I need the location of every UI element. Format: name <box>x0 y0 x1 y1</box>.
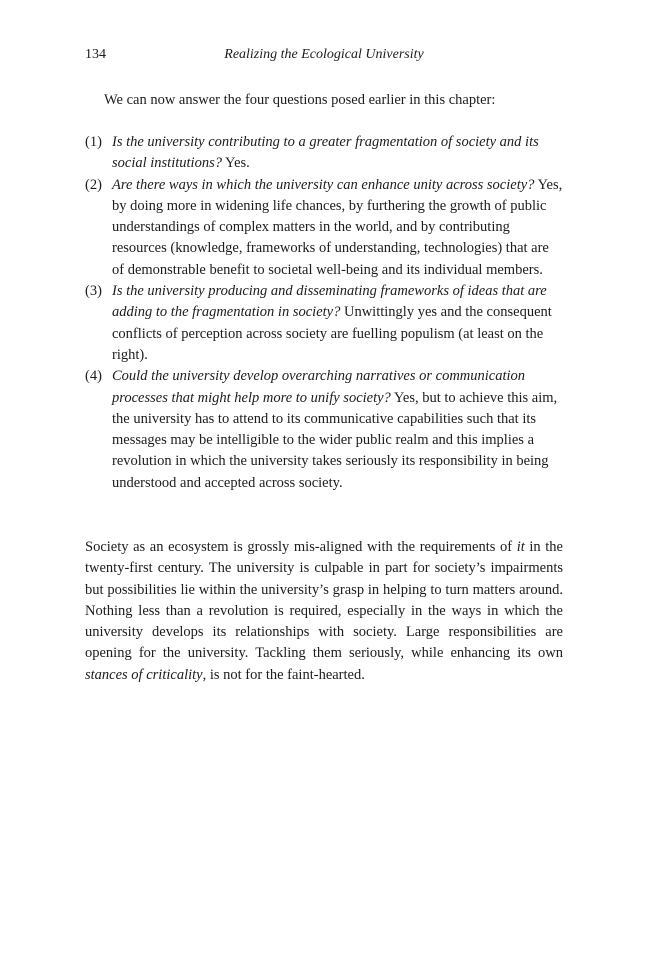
questions-list <box>85 132 563 494</box>
closing-emphasis-stances: stances of criticality <box>85 666 203 683</box>
list-item <box>85 366 563 494</box>
question-text: Are there ways in which the university can enhance unity across society? <box>112 176 535 193</box>
intro-paragraph: We can now answer the four questions posed earlier in this chapter: <box>104 92 496 108</box>
item-text <box>112 134 539 171</box>
running-title: Realizing the Ecological University <box>224 47 424 62</box>
answer-text: Yes. <box>221 155 250 172</box>
item-text <box>112 283 552 363</box>
list-item <box>85 132 563 175</box>
list-item <box>85 175 563 281</box>
question-text: Is the university contributing to a greater fragmentation of society and its social institutions? <box>112 134 539 172</box>
closing-paragraph <box>85 537 563 686</box>
closing-text-2: in the twenty-first century. The university is culpable in part for society’s impairments but possibilities lie within the university’s grasp in helping to turn matters around. Nothing less than a revolution is required, especially in the ways in which the university develops its relationships with society. Large responsibilities are opening for the university. Tackling them seriously, while enhancing its own <box>85 539 563 662</box>
answer-text: Unwittingly yes and the consequent conflicts of perception across society are fuelling populism (at least on the right). <box>112 304 552 363</box>
item-text <box>112 177 562 278</box>
closing-text-3: , is not for the faint-hearted. <box>202 666 365 683</box>
question-text: Is the university producing and disseminating frameworks of ideas that are adding to the fragmentation in society? <box>112 283 547 321</box>
list-item <box>85 281 563 366</box>
page-number: 134 <box>85 47 106 62</box>
closing-text-1: Society as an ecosystem is grossly mis-aligned with the requirements of <box>85 539 517 555</box>
running-head <box>85 45 563 65</box>
question-text: Could the university develop overarching narratives or communication processes that might help more to unify society? <box>112 368 526 406</box>
item-number: (4) <box>85 368 102 385</box>
item-text <box>112 368 557 490</box>
item-number: (3) <box>85 283 102 300</box>
answer-text: Yes, by doing more in widening life chances, by furthering the growth of public understandings of complex matters in the world, and by contributing resources (knowledge, frameworks of understanding, technologies) that are of demonstrable benefit to societal well-being and its individual members. <box>112 176 563 278</box>
item-number: (2) <box>85 176 102 193</box>
answer-text: Yes, but to achieve this aim, the university has to attend to its communicative capabilities such that its messages may be intelligible to the wider public realm and this implies a revolution in which the university takes seriously its responsibility in being understood and accepted across society. <box>112 389 558 491</box>
item-number: (1) <box>85 134 102 150</box>
closing-emphasis-it: it <box>516 539 525 555</box>
